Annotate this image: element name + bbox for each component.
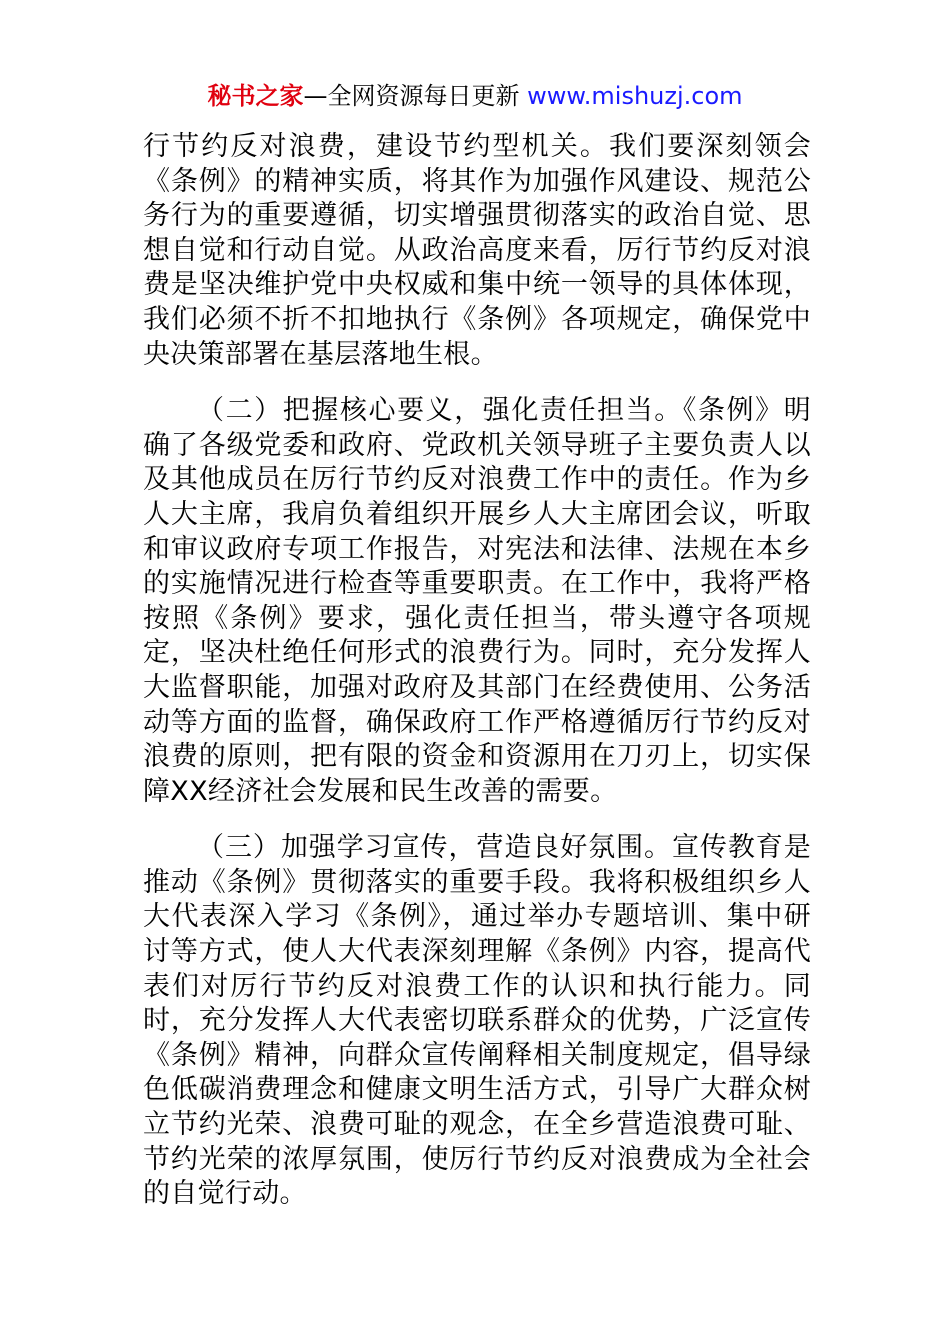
paragraph-gap xyxy=(143,809,811,831)
paragraph-continuation: 行节约反对浪费，建设节约型机关。我们要深刻领会《条例》的精神实质，将其作为加强作风建设、规范公务行为的重要遵循，切实增强贯彻落实的政治自觉、思想自觉和行动自觉。从政治高度来看，厉行节约反对浪费是坚决维护党中央权威和集中统一领导的具体体现，我们必须不折不扣地执行《条例》各项规定，确保党中央决策部署在基层落地生根。 xyxy=(143,131,811,370)
site-header xyxy=(0,80,950,112)
paragraph-gap xyxy=(143,372,811,394)
document-body xyxy=(143,130,811,1212)
site-tagline: —全网资源每日更新 xyxy=(303,82,528,110)
site-brand: 秘书之家 xyxy=(207,82,304,110)
paragraph-section-two: （二）把握核心要义，强化责任担当。《条例》明确了各级党委和政府、党政机关领导班子主要负责人以及其他成员在厉行节约反对浪费工作中的责任。作为乡人大主席，我肩负着组织开展乡人大主席团会议，听取和审议政府专项工作报告，对宪法和法律、法规在本乡的实施情况进行检查等重要职责。在工作中，我将严格按照《条例》要求，强化责任担当，带头遵守各项规定，坚决杜绝任何形式的浪费行为。同时，充分发挥人大监督职能，加强对政府及其部门在经费使用、公务活动等方面的监督，确保政府工作严格遵循厉行节约反对浪费的原则，把有限的资金和资源用在刀刃上，切实保障XX经济社会发展和民生改善的需要。 xyxy=(143,395,811,807)
paragraph-section-three: （三）加强学习宣传，营造良好氛围。宣传教育是推动《条例》贯彻落实的重要手段。我将积极组织乡人大代表深入学习《条例》，通过举办专题培训、集中研讨等方式，使人大代表深刻理解《条例》内容，提高代表们对厉行节约反对浪费工作的认识和执行能力。同时，充分发挥人大代表密切联系群众的优势，广泛宣传《条例》精神，向群众宣传阐释相关制度规定，倡导绿色低碳消费理念和健康文明生活方式，引导广大群众树立节约光荣、浪费可耻的观念，在全乡营造浪费可耻、节约光荣的浓厚氛围，使厉行节约反对浪费成为全社会的自觉行动。 xyxy=(143,832,811,1210)
site-url-link[interactable]: www.mishuzj.com xyxy=(527,82,743,110)
